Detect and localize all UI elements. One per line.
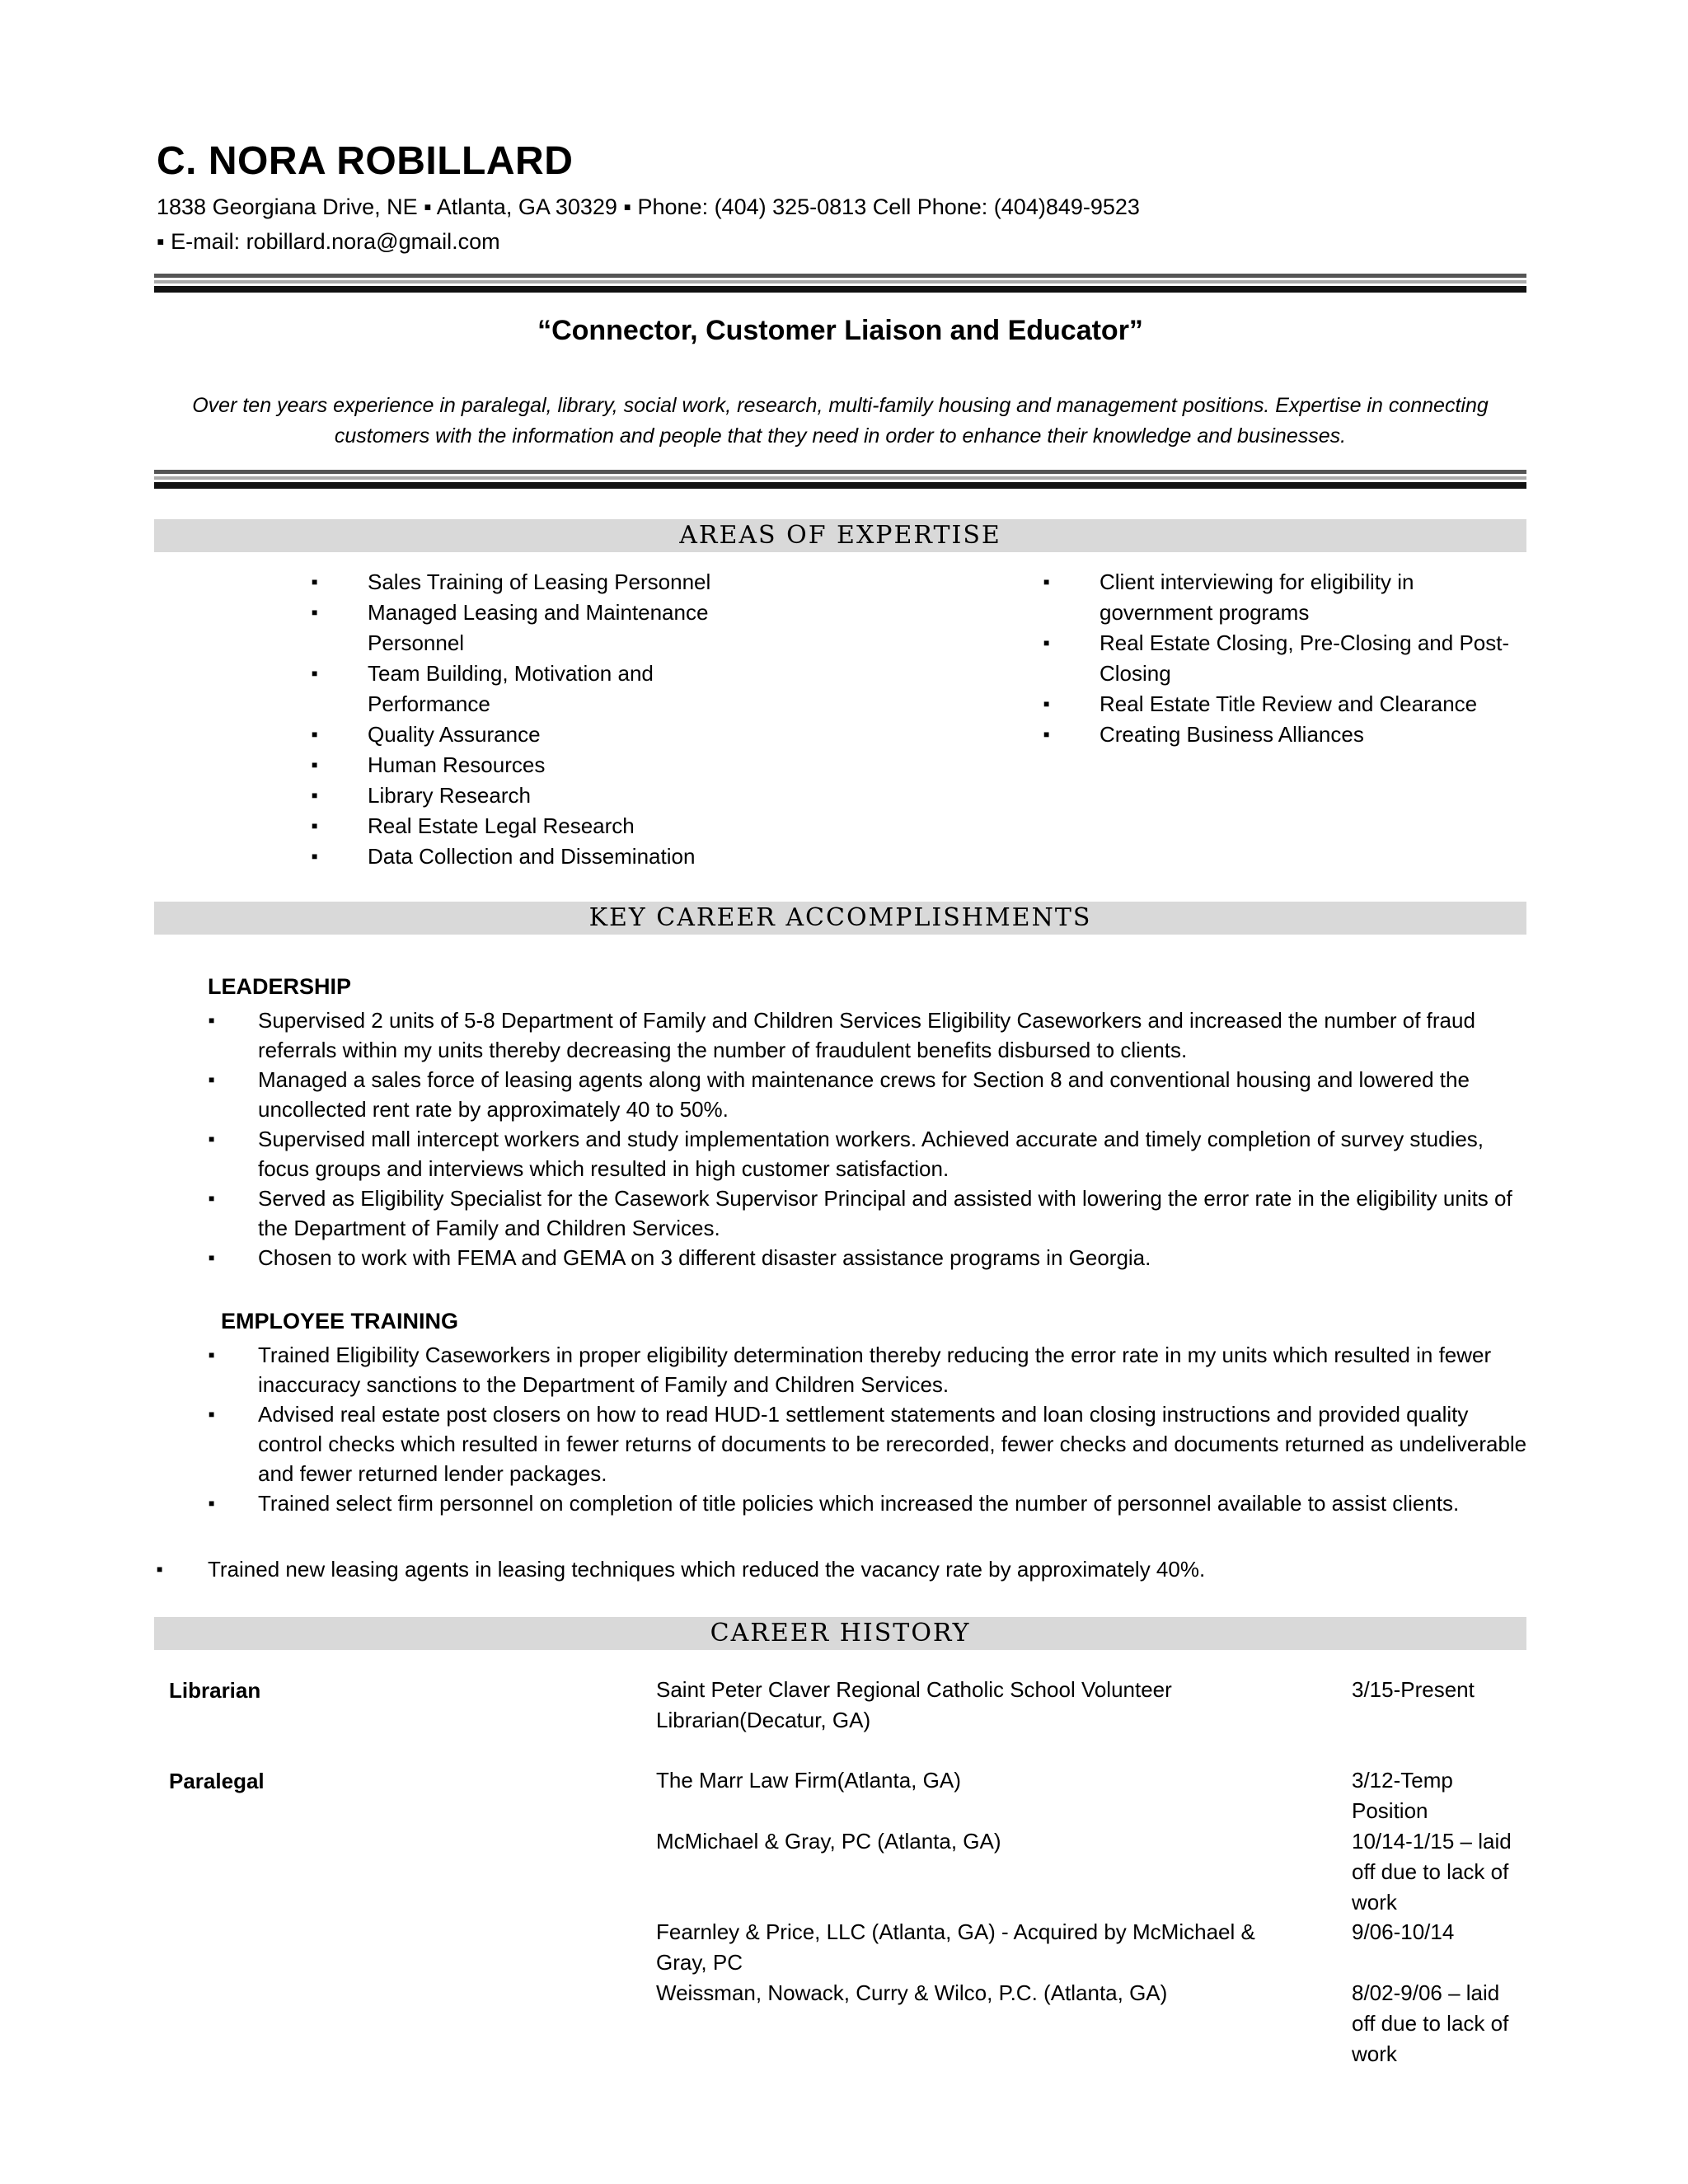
- list-item: ■ Library Research: [312, 780, 773, 811]
- contact-address-phone: 1838 Georgiana Drive, NE ▪ Atlanta, GA 30329 ▪ Phone: (404) 325-0813 Cell Phone: (404)849-9523: [157, 194, 1140, 219]
- employer-paralegal-1: The Marr Law Firm(Atlanta, GA): [656, 1768, 961, 1793]
- list-item: ■ Chosen to work with FEMA and GEMA on 3 different disaster assistance programs in Georgia.: [204, 1243, 1531, 1272]
- list-item: ■ Trained select firm personnel on completion of title policies which increased the number of personnel available to assist clients.: [204, 1488, 1531, 1518]
- tagline: “Connector, Customer Liaison and Educator”: [537, 315, 1143, 346]
- list-item: ■ Quality Assurance: [312, 719, 773, 750]
- section-heading-expertise: AREAS OF EXPERTISE: [154, 519, 1526, 552]
- training-list: [204, 1340, 1531, 1518]
- contact-email: ▪ E-mail: robillard.nora@gmail.com: [157, 229, 500, 254]
- date-paralegal-2: 10/14-1/15 – laid off due to lack of work: [1352, 1829, 1512, 1915]
- list-item: ■ Real Estate Title Review and Clearance: [1043, 689, 1522, 719]
- list-item: ■ Team Building, Motivation and Performance: [312, 658, 773, 719]
- list-item: ■ Real Estate Closing, Pre-Closing and Post-Closing: [1043, 628, 1522, 689]
- employer-paralegal-3: Fearnley & Price, LLC (Atlanta, GA) - Acquired by McMichael & Gray, PC: [656, 1919, 1255, 1975]
- list-item: ■ Human Resources: [312, 750, 773, 780]
- date-paralegal-4: 8/02-9/06 – laid off due to lack of work: [1352, 1980, 1509, 2066]
- list-item: ■ Trained Eligibility Caseworkers in proper eligibility determination thereby reducing the error rate in my units which resulted in fewer inaccuracy sanctions to the Department of Family and Children Services.: [204, 1340, 1531, 1399]
- header-divider: [154, 274, 1526, 293]
- list-item: ■ Creating Business Alliances: [1043, 719, 1522, 750]
- expertise-list-left: [312, 567, 773, 872]
- leadership-list: [204, 1005, 1531, 1272]
- employer-librarian: Saint Peter Claver Regional Catholic School Volunteer Librarian(Decatur, GA): [656, 1677, 1172, 1732]
- list-item: ■ Advised real estate post closers on how to read HUD-1 settlement statements and loan closing instructions and provided quality control checks which resulted in fewer returns of documents to be rerecorded, fewer checks and documents returned as undeliverable and fewer returned lender packages.: [204, 1399, 1531, 1488]
- expertise-list-right: [1043, 567, 1522, 750]
- list-item: ■ Supervised 2 units of 5-8 Department of Family and Children Services Eligibility Caseworkers and increased the number of fraud referrals within my units thereby decreasing the number of fraudulent benefits disbursed to clients.: [204, 1005, 1531, 1065]
- job-title-paralegal: Paralegal: [169, 1769, 265, 1793]
- list-item: ■ Served as Eligibility Specialist for the Casework Supervisor Principal and assisted with lowering the error rate in the eligibility units of the Department of Family and Children Services.: [204, 1183, 1531, 1243]
- section-heading-accomplishments: KEY CAREER ACCOMPLISHMENTS: [154, 902, 1526, 935]
- date-paralegal-1: 3/12-Temp Position: [1352, 1768, 1453, 1823]
- list-item: ■ Data Collection and Dissemination: [312, 841, 773, 872]
- list-item: ■ Managed a sales force of leasing agents along with maintenance crews for Section 8 and conventional housing and lowered the uncollected rent rate by approximately 40 to 50%.: [204, 1065, 1531, 1124]
- list-item: ■ Managed Leasing and Maintenance Personnel: [312, 598, 773, 658]
- date-librarian: 3/15-Present: [1352, 1677, 1475, 1702]
- section-heading-career-history: CAREER HISTORY: [154, 1617, 1526, 1650]
- list-item: ■ Client interviewing for eligibility in government programs: [1043, 567, 1522, 628]
- job-title-librarian: Librarian: [169, 1678, 261, 1703]
- subheading-employee-training: EMPLOYEE TRAINING: [221, 1309, 459, 1333]
- summary-divider: [154, 470, 1526, 489]
- profile-summary: Over ten years experience in paralegal, library, social work, research, multi-family housing and management positions. Expertise in connecting customers with the information and people that they need in order to enhance their knowledge and businesses.: [192, 394, 1489, 448]
- list-item: ■ Sales Training of Leasing Personnel: [312, 567, 773, 598]
- list-item: ■ Real Estate Legal Research: [312, 811, 773, 841]
- date-paralegal-3: 9/06-10/14: [1352, 1919, 1455, 1944]
- employer-paralegal-2: McMichael & Gray, PC (Atlanta, GA): [656, 1829, 1001, 1854]
- applicant-name: C. NORA ROBILLARD: [157, 139, 574, 183]
- employer-paralegal-4: Weissman, Nowack, Curry & Wilco, P.C. (Atlanta, GA): [656, 1980, 1168, 2005]
- subheading-leadership: LEADERSHIP: [208, 974, 352, 999]
- list-item-leasing-training: ■ Trained new leasing agents in leasing techniques which reduced the vacancy rate by approximately 40%.: [157, 1554, 1205, 1584]
- list-item: ■ Supervised mall intercept workers and study implementation workers. Achieved accurate and timely completion of survey studies, focus groups and interviews which resulted in high customer satisfaction.: [204, 1124, 1531, 1183]
